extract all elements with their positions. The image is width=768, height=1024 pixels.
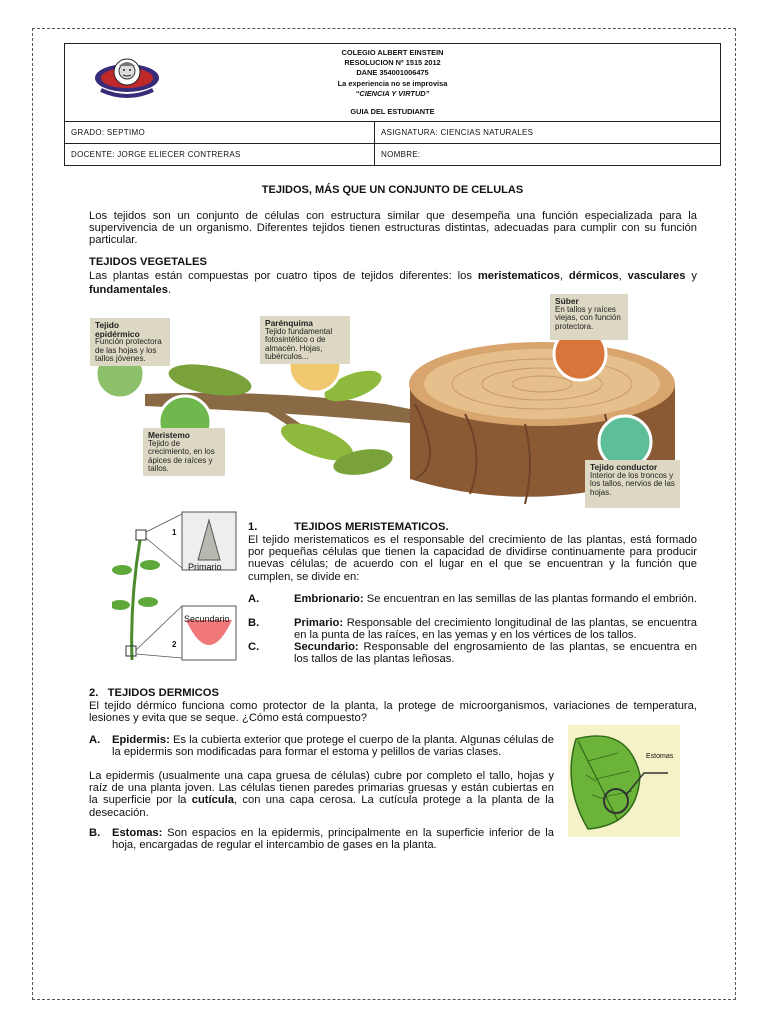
subject-cell: ASIGNATURA: CIENCIAS NATURALES xyxy=(375,122,721,144)
plant-tissues-figure xyxy=(85,294,697,512)
page-title: TEJIDOS, MÁS QUE UN CONJUNTO DE CELULAS xyxy=(261,184,524,196)
estomas-text: Son espacios en la epidermis, principalmente en la superficie inferior de la hoja, encargadas de regular el intercambio de gases en la planta. xyxy=(112,827,554,852)
merist-heading: TEJIDOS MERISTEMATICOS. xyxy=(294,521,449,533)
term-vasculares: vasculares xyxy=(627,270,686,282)
cuticula-term: cutícula xyxy=(191,794,234,807)
school-name: COLEGIO ALBERT EINSTEIN xyxy=(341,48,444,57)
merist-item-a xyxy=(294,593,697,605)
epidermis-paragraph-2 xyxy=(89,770,554,819)
sep: y xyxy=(685,270,697,282)
estomas-term: Estomas: xyxy=(112,827,163,839)
merist-item-a-text: Se encuentran en las semillas de las plantas formando el embrión. xyxy=(363,593,697,605)
term-dermicos: dérmicos xyxy=(568,270,619,282)
label-box-conductor xyxy=(585,460,680,508)
header-table xyxy=(64,43,721,166)
vegetales-text: Las plantas están compuestas por cuatro tipos de tejidos diferentes: los xyxy=(89,270,478,282)
merist-item-c-letter: C. xyxy=(248,641,260,653)
parenquima-text: Tejido fundamental fotosintético o de almacén. Hojas, tubérculos... xyxy=(265,326,333,362)
meristemo-text: Tejido de crecimiento, en los ápices de raíces y tallos. xyxy=(148,438,215,474)
merist-number: 1. xyxy=(248,521,258,533)
epidermico-title: Tejido epidérmico xyxy=(95,320,140,339)
conductor-title: Tejido conductor xyxy=(590,462,658,472)
teacher-cell: DOCENTE: JORGE ELIECER CONTRERAS xyxy=(65,144,375,166)
epidermis-p2-text-end: , con una capa cerosa. La cutícula protege a la planta de la desecación. xyxy=(89,794,554,819)
conductor-text: Interior de los troncos y los tallos, nervios de las hojas. xyxy=(590,470,675,497)
vegetales-paragraph xyxy=(89,269,697,297)
vegetales-heading: TEJIDOS VEGETALES xyxy=(89,256,207,268)
merist-item-c xyxy=(294,641,697,665)
fig-label-1: 1 xyxy=(172,528,177,537)
merist-item-c-term: Secundario: xyxy=(294,641,359,653)
merist-item-c-text: Responsable del engrosamiento de las plantas, se encuentra en los tallos de las plantas leñosas. xyxy=(294,641,697,666)
sep: , xyxy=(618,270,628,282)
sep: , xyxy=(559,270,569,282)
merist-item-b-term: Primario: xyxy=(294,617,344,629)
merist-item-b-letter: B. xyxy=(248,617,260,629)
school-logo xyxy=(93,52,161,104)
merist-item-b-text: Responsable del crecimiento longitudinal de las plantas, se encuentra en la punta de las raíces, en las yemas y en los vértices de los tallos. xyxy=(294,617,697,642)
guide-title: GUIA DEL ESTUDIANTE xyxy=(350,107,435,117)
dane: DANE 354001006475 xyxy=(356,68,429,78)
fig-label-secundario: Secundario xyxy=(184,614,230,624)
header-cell xyxy=(65,44,721,122)
epidermis-letter: A. xyxy=(89,734,101,746)
resolution: RESOLUCION Nº 1515 2012 xyxy=(344,58,441,68)
name-cell[interactable]: NOMBRE: xyxy=(375,144,721,166)
slogan: “CIENCIA Y VIRTUD” xyxy=(355,88,430,98)
epidermis-item xyxy=(112,734,554,758)
epidermico-text: Función protectora de las hojas y los tallos jóvenes. xyxy=(95,337,162,364)
motto: La experiencia no se improvisa xyxy=(337,78,448,88)
fig-label-primario: Primario xyxy=(188,562,222,572)
suber-title: Súber xyxy=(555,296,579,306)
sep: . xyxy=(167,284,172,296)
label-box-meristemo xyxy=(143,428,225,476)
merist-item-b xyxy=(294,617,697,641)
term-fundamentales: fundamentales xyxy=(89,284,168,296)
intro-paragraph: Los tejidos son un conjunto de células con estructura similar que desempeña una función especializada para la supervivencia de un organismo. Diferentes tejidos tienen estructuras distintas, adecuadas para cumplir con su función particular. xyxy=(89,210,697,247)
label-box-suber xyxy=(550,294,628,340)
suber-text: En tallos y raíces viejas, con función protectora. xyxy=(555,304,621,331)
leaf-illustration xyxy=(568,725,680,837)
parenquima-title: Parénquima xyxy=(265,318,313,328)
label-box-parenquima xyxy=(260,316,350,364)
estomas-letter: B. xyxy=(89,827,101,839)
merist-paragraph: El tejido meristematicos es el responsable del crecimiento de las plantas, está formado por pequeñas células que tienen la capacidad de dividirse continuamente para producir nuevas células; de acuerdo con el lugar en el que se encuentran y la función que cumplen, se divide en: xyxy=(248,534,697,583)
fig-label-2: 2 xyxy=(172,640,177,649)
epidermis-term: Epidermis: xyxy=(112,734,170,746)
dermicos-paragraph: El tejido dérmico funciona como protector de la planta, la protege de microorganismos, variaciones de temperatura, lesiones y evita que se seque. ¿Cómo está compuesto? xyxy=(89,700,697,725)
dermicos-heading: 2. TEJIDOS DERMICOS xyxy=(89,687,219,699)
merist-item-a-term: Embrionario: xyxy=(294,593,364,605)
epidermis-text: Es la cubierta exterior que protege el cuerpo de la planta. Algunas células de la epidermis son modificadas para formar el estoma y pelillos de varias clases. xyxy=(112,734,554,759)
meristem-figure xyxy=(112,510,240,662)
merist-item-a-letter: A. xyxy=(248,593,260,605)
epidermis-p2-text: La epidermis (usualmente una capa gruesa de células) cubre por completo el tallo, hojas y raíz de una planta joven. Las células tienen paredes primarias gruesas y están cubiertas en la superficie por la xyxy=(89,770,554,807)
estomas-label: Estomas xyxy=(646,753,674,760)
stomata-figure xyxy=(568,725,680,837)
term-meristematicos: meristematicos xyxy=(477,270,560,282)
meristemo-title: Meristemo xyxy=(148,430,190,440)
grade-cell: GRADO: SEPTIMO xyxy=(65,122,375,144)
label-box-epidermico xyxy=(90,318,170,366)
estomas-item xyxy=(112,827,554,851)
